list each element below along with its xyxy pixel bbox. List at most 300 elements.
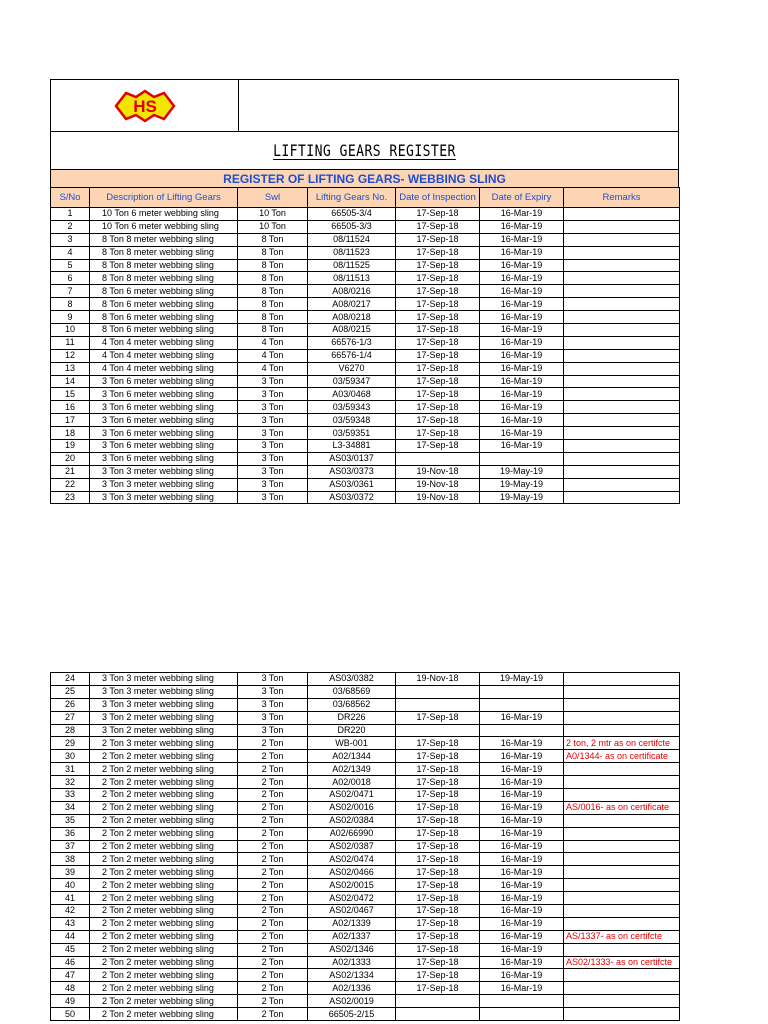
table-row bbox=[51, 440, 680, 453]
table-row bbox=[51, 814, 680, 827]
cell-gear-no: 03/59348 bbox=[308, 414, 396, 427]
cell-inspection-date: 17-Sep-18 bbox=[396, 362, 480, 375]
cell-description: 8 Ton 8 meter webbing sling bbox=[90, 246, 238, 259]
cell-expiry-date bbox=[480, 698, 564, 711]
cell-remarks bbox=[564, 917, 680, 930]
cell-swl: 2 Ton bbox=[238, 930, 308, 943]
table-header-row bbox=[51, 188, 680, 208]
cell-description: 3 Ton 6 meter webbing sling bbox=[90, 388, 238, 401]
cell-sno: 40 bbox=[51, 879, 90, 892]
cell-inspection-date: 17-Sep-18 bbox=[396, 892, 480, 905]
cell-sno: 18 bbox=[51, 427, 90, 440]
cell-remarks bbox=[564, 208, 680, 221]
cell-inspection-date: 17-Sep-18 bbox=[396, 776, 480, 789]
cell-gear-no: A02/0018 bbox=[308, 776, 396, 789]
cell-gear-no: 66505-2/15 bbox=[308, 1008, 396, 1021]
cell-remarks bbox=[564, 362, 680, 375]
cell-remarks bbox=[564, 401, 680, 414]
cell-swl: 2 Ton bbox=[238, 763, 308, 776]
register-sheet-page-2 bbox=[50, 672, 679, 1021]
cell-description: 2 Ton 2 meter webbing sling bbox=[90, 930, 238, 943]
cell-sno: 19 bbox=[51, 440, 90, 453]
cell-gear-no: A02/1333 bbox=[308, 956, 396, 969]
cell-inspection-date: 17-Sep-18 bbox=[396, 905, 480, 918]
cell-swl: 2 Ton bbox=[238, 840, 308, 853]
cell-sno: 7 bbox=[51, 285, 90, 298]
cell-swl: 2 Ton bbox=[238, 814, 308, 827]
cell-gear-no: 03/59343 bbox=[308, 401, 396, 414]
register-table-2 bbox=[50, 672, 680, 1021]
cell-expiry-date: 16-Mar-19 bbox=[480, 892, 564, 905]
cell-remarks bbox=[564, 220, 680, 233]
cell-inspection-date: 17-Sep-18 bbox=[396, 750, 480, 763]
cell-inspection-date: 19-Nov-18 bbox=[396, 465, 480, 478]
cell-inspection-date: 17-Sep-18 bbox=[396, 853, 480, 866]
cell-description: 2 Ton 2 meter webbing sling bbox=[90, 763, 238, 776]
company-logo-icon bbox=[112, 89, 178, 123]
cell-expiry-date: 16-Mar-19 bbox=[480, 905, 564, 918]
cell-expiry-date: 16-Mar-19 bbox=[480, 259, 564, 272]
cell-swl: 3 Ton bbox=[238, 673, 308, 686]
cell-expiry-date: 16-Mar-19 bbox=[480, 440, 564, 453]
cell-description: 8 Ton 6 meter webbing sling bbox=[90, 298, 238, 311]
cell-description: 4 Ton 4 meter webbing sling bbox=[90, 336, 238, 349]
table-row bbox=[51, 866, 680, 879]
cell-gear-no: WB-001 bbox=[308, 737, 396, 750]
cell-expiry-date: 19-May-19 bbox=[480, 491, 564, 504]
table-row bbox=[51, 917, 680, 930]
cell-swl: 3 Ton bbox=[238, 401, 308, 414]
cell-swl: 10 Ton bbox=[238, 208, 308, 221]
cell-description: 8 Ton 6 meter webbing sling bbox=[90, 311, 238, 324]
cell-expiry-date: 16-Mar-19 bbox=[480, 298, 564, 311]
cell-remarks bbox=[564, 1008, 680, 1021]
cell-inspection-date: 19-Nov-18 bbox=[396, 491, 480, 504]
cell-gear-no: A08/0217 bbox=[308, 298, 396, 311]
cell-sno: 24 bbox=[51, 673, 90, 686]
cell-sno: 28 bbox=[51, 724, 90, 737]
table-row bbox=[51, 246, 680, 259]
cell-swl: 2 Ton bbox=[238, 1008, 308, 1021]
cell-inspection-date: 17-Sep-18 bbox=[396, 285, 480, 298]
table-row bbox=[51, 840, 680, 853]
cell-remarks bbox=[564, 452, 680, 465]
cell-expiry-date: 16-Mar-19 bbox=[480, 711, 564, 724]
table-row bbox=[51, 298, 680, 311]
register-rows-2 bbox=[51, 673, 680, 1021]
cell-description: 2 Ton 2 meter webbing sling bbox=[90, 801, 238, 814]
cell-expiry-date: 16-Mar-19 bbox=[480, 776, 564, 789]
header-blank-cell bbox=[239, 80, 678, 131]
table-row bbox=[51, 285, 680, 298]
table-row bbox=[51, 776, 680, 789]
cell-expiry-date: 16-Mar-19 bbox=[480, 853, 564, 866]
cell-swl: 2 Ton bbox=[238, 801, 308, 814]
cell-inspection-date: 17-Sep-18 bbox=[396, 801, 480, 814]
table-row bbox=[51, 414, 680, 427]
cell-gear-no: A08/0216 bbox=[308, 285, 396, 298]
cell-sno: 43 bbox=[51, 917, 90, 930]
cell-inspection-date: 17-Sep-18 bbox=[396, 259, 480, 272]
cell-inspection-date: 17-Sep-18 bbox=[396, 969, 480, 982]
cell-sno: 31 bbox=[51, 763, 90, 776]
table-row bbox=[51, 465, 680, 478]
register-table-1 bbox=[50, 187, 680, 504]
cell-sno: 44 bbox=[51, 930, 90, 943]
cell-sno: 17 bbox=[51, 414, 90, 427]
cell-remarks bbox=[564, 388, 680, 401]
cell-gear-no: 66576-1/4 bbox=[308, 349, 396, 362]
cell-gear-no: A03/0468 bbox=[308, 388, 396, 401]
cell-swl: 3 Ton bbox=[238, 685, 308, 698]
cell-expiry-date: 16-Mar-19 bbox=[480, 969, 564, 982]
cell-remarks bbox=[564, 969, 680, 982]
cell-sno: 25 bbox=[51, 685, 90, 698]
cell-expiry-date: 16-Mar-19 bbox=[480, 324, 564, 337]
cell-sno: 38 bbox=[51, 853, 90, 866]
cell-inspection-date bbox=[396, 452, 480, 465]
cell-inspection-date bbox=[396, 685, 480, 698]
cell-gear-no: 08/11523 bbox=[308, 246, 396, 259]
cell-inspection-date: 17-Sep-18 bbox=[396, 763, 480, 776]
cell-remarks bbox=[564, 324, 680, 337]
cell-remarks bbox=[564, 840, 680, 853]
title-row bbox=[50, 131, 679, 169]
cell-swl: 2 Ton bbox=[238, 956, 308, 969]
cell-inspection-date: 17-Sep-18 bbox=[396, 440, 480, 453]
cell-gear-no: A02/1337 bbox=[308, 930, 396, 943]
cell-remarks bbox=[564, 905, 680, 918]
cell-sno: 33 bbox=[51, 789, 90, 802]
cell-gear-no: 03/68569 bbox=[308, 685, 396, 698]
cell-description: 8 Ton 6 meter webbing sling bbox=[90, 324, 238, 337]
cell-remarks: AS02/1333- as on certifcte bbox=[564, 956, 680, 969]
cell-gear-no: DR220 bbox=[308, 724, 396, 737]
cell-sno: 3 bbox=[51, 233, 90, 246]
cell-expiry-date bbox=[480, 452, 564, 465]
cell-gear-no: 66505-3/3 bbox=[308, 220, 396, 233]
register-rows-1 bbox=[51, 208, 680, 504]
cell-description: 2 Ton 2 meter webbing sling bbox=[90, 1008, 238, 1021]
cell-remarks bbox=[564, 427, 680, 440]
cell-description: 4 Ton 4 meter webbing sling bbox=[90, 362, 238, 375]
table-row bbox=[51, 789, 680, 802]
cell-sno: 13 bbox=[51, 362, 90, 375]
cell-swl: 3 Ton bbox=[238, 478, 308, 491]
table-row bbox=[51, 491, 680, 504]
cell-inspection-date: 17-Sep-18 bbox=[396, 298, 480, 311]
cell-inspection-date: 17-Sep-18 bbox=[396, 930, 480, 943]
table-row bbox=[51, 698, 680, 711]
logo-cell bbox=[51, 80, 239, 131]
cell-description: 2 Ton 2 meter webbing sling bbox=[90, 840, 238, 853]
cell-description: 8 Ton 8 meter webbing sling bbox=[90, 259, 238, 272]
cell-description: 2 Ton 2 meter webbing sling bbox=[90, 905, 238, 918]
cell-swl: 3 Ton bbox=[238, 452, 308, 465]
cell-expiry-date: 16-Mar-19 bbox=[480, 349, 564, 362]
cell-remarks: 2 ton, 2 mtr as on certifcte bbox=[564, 737, 680, 750]
table-row bbox=[51, 724, 680, 737]
cell-sno: 6 bbox=[51, 272, 90, 285]
cell-inspection-date: 17-Sep-18 bbox=[396, 737, 480, 750]
cell-inspection-date: 17-Sep-18 bbox=[396, 208, 480, 221]
column-header-expiry-date: Date of Expiry bbox=[480, 188, 564, 208]
cell-remarks: A0/1344- as on certificate bbox=[564, 750, 680, 763]
cell-sno: 32 bbox=[51, 776, 90, 789]
cell-swl: 8 Ton bbox=[238, 272, 308, 285]
cell-sno: 27 bbox=[51, 711, 90, 724]
table-row bbox=[51, 220, 680, 233]
cell-inspection-date: 19-Nov-18 bbox=[396, 673, 480, 686]
cell-expiry-date: 16-Mar-19 bbox=[480, 414, 564, 427]
cell-inspection-date: 17-Sep-18 bbox=[396, 349, 480, 362]
cell-swl: 4 Ton bbox=[238, 336, 308, 349]
cell-description: 3 Ton 3 meter webbing sling bbox=[90, 491, 238, 504]
cell-remarks bbox=[564, 233, 680, 246]
cell-gear-no: L3-34881 bbox=[308, 440, 396, 453]
cell-description: 3 Ton 3 meter webbing sling bbox=[90, 685, 238, 698]
cell-swl: 3 Ton bbox=[238, 724, 308, 737]
cell-swl: 4 Ton bbox=[238, 349, 308, 362]
table-row bbox=[51, 427, 680, 440]
cell-swl: 2 Ton bbox=[238, 943, 308, 956]
table-row bbox=[51, 827, 680, 840]
table-row bbox=[51, 853, 680, 866]
register-banner: REGISTER OF LIFTING GEARS- WEBBING SLING bbox=[50, 169, 679, 187]
cell-swl: 8 Ton bbox=[238, 259, 308, 272]
cell-sno: 50 bbox=[51, 1008, 90, 1021]
cell-sno: 29 bbox=[51, 737, 90, 750]
cell-expiry-date: 16-Mar-19 bbox=[480, 272, 564, 285]
cell-remarks bbox=[564, 892, 680, 905]
cell-remarks bbox=[564, 465, 680, 478]
cell-expiry-date bbox=[480, 724, 564, 737]
cell-swl: 8 Ton bbox=[238, 233, 308, 246]
cell-expiry-date: 16-Mar-19 bbox=[480, 388, 564, 401]
cell-expiry-date: 16-Mar-19 bbox=[480, 311, 564, 324]
cell-description: 4 Ton 4 meter webbing sling bbox=[90, 349, 238, 362]
cell-remarks bbox=[564, 349, 680, 362]
cell-description: 10 Ton 6 meter webbing sling bbox=[90, 208, 238, 221]
cell-inspection-date: 17-Sep-18 bbox=[396, 233, 480, 246]
cell-remarks bbox=[564, 491, 680, 504]
cell-expiry-date: 16-Mar-19 bbox=[480, 943, 564, 956]
table-row bbox=[51, 995, 680, 1008]
cell-swl: 2 Ton bbox=[238, 750, 308, 763]
cell-expiry-date: 16-Mar-19 bbox=[480, 750, 564, 763]
cell-sno: 10 bbox=[51, 324, 90, 337]
cell-sno: 1 bbox=[51, 208, 90, 221]
table-row bbox=[51, 336, 680, 349]
table-row bbox=[51, 801, 680, 814]
cell-description: 8 Ton 8 meter webbing sling bbox=[90, 233, 238, 246]
cell-inspection-date: 17-Sep-18 bbox=[396, 814, 480, 827]
cell-inspection-date: 17-Sep-18 bbox=[396, 336, 480, 349]
table-row bbox=[51, 956, 680, 969]
cell-expiry-date: 16-Mar-19 bbox=[480, 827, 564, 840]
table-row bbox=[51, 233, 680, 246]
cell-sno: 14 bbox=[51, 375, 90, 388]
table-row bbox=[51, 362, 680, 375]
cell-sno: 9 bbox=[51, 311, 90, 324]
table-row bbox=[51, 478, 680, 491]
cell-description: 2 Ton 3 meter webbing sling bbox=[90, 737, 238, 750]
cell-remarks bbox=[564, 478, 680, 491]
cell-sno: 15 bbox=[51, 388, 90, 401]
cell-expiry-date: 19-May-19 bbox=[480, 673, 564, 686]
cell-swl: 8 Ton bbox=[238, 246, 308, 259]
table-row bbox=[51, 388, 680, 401]
cell-gear-no: DR226 bbox=[308, 711, 396, 724]
table-row bbox=[51, 272, 680, 285]
register-sheet-page-1 bbox=[50, 79, 679, 504]
cell-inspection-date: 17-Sep-18 bbox=[396, 982, 480, 995]
cell-sno: 48 bbox=[51, 982, 90, 995]
cell-remarks bbox=[564, 995, 680, 1008]
cell-expiry-date: 16-Mar-19 bbox=[480, 375, 564, 388]
table-row bbox=[51, 685, 680, 698]
table-row bbox=[51, 711, 680, 724]
table-row bbox=[51, 982, 680, 995]
cell-remarks bbox=[564, 246, 680, 259]
cell-sno: 22 bbox=[51, 478, 90, 491]
cell-gear-no: AS02/0015 bbox=[308, 879, 396, 892]
cell-inspection-date: 17-Sep-18 bbox=[396, 388, 480, 401]
cell-inspection-date bbox=[396, 698, 480, 711]
cell-inspection-date: 17-Sep-18 bbox=[396, 272, 480, 285]
cell-swl: 8 Ton bbox=[238, 298, 308, 311]
cell-swl: 3 Ton bbox=[238, 698, 308, 711]
cell-remarks bbox=[564, 311, 680, 324]
cell-description: 3 Ton 6 meter webbing sling bbox=[90, 375, 238, 388]
cell-swl: 4 Ton bbox=[238, 362, 308, 375]
cell-description: 2 Ton 2 meter webbing sling bbox=[90, 892, 238, 905]
cell-description: 2 Ton 2 meter webbing sling bbox=[90, 750, 238, 763]
table-row bbox=[51, 673, 680, 686]
cell-description: 3 Ton 3 meter webbing sling bbox=[90, 673, 238, 686]
cell-inspection-date: 17-Sep-18 bbox=[396, 427, 480, 440]
table-row bbox=[51, 879, 680, 892]
cell-gear-no: AS03/0382 bbox=[308, 673, 396, 686]
cell-gear-no: AS02/1334 bbox=[308, 969, 396, 982]
cell-expiry-date: 16-Mar-19 bbox=[480, 401, 564, 414]
cell-inspection-date: 17-Sep-18 bbox=[396, 324, 480, 337]
cell-gear-no: AS02/0384 bbox=[308, 814, 396, 827]
table-row bbox=[51, 401, 680, 414]
cell-swl: 3 Ton bbox=[238, 388, 308, 401]
cell-gear-no: AS02/0474 bbox=[308, 853, 396, 866]
cell-remarks bbox=[564, 879, 680, 892]
cell-remarks bbox=[564, 673, 680, 686]
cell-expiry-date: 16-Mar-19 bbox=[480, 737, 564, 750]
cell-inspection-date: 17-Sep-18 bbox=[396, 943, 480, 956]
cell-description: 2 Ton 2 meter webbing sling bbox=[90, 776, 238, 789]
column-header-gear-no: Lifting Gears No. bbox=[308, 188, 396, 208]
cell-expiry-date: 16-Mar-19 bbox=[480, 840, 564, 853]
cell-remarks bbox=[564, 776, 680, 789]
cell-expiry-date: 19-May-19 bbox=[480, 478, 564, 491]
cell-swl: 2 Ton bbox=[238, 879, 308, 892]
cell-gear-no: 08/11513 bbox=[308, 272, 396, 285]
cell-description: 2 Ton 2 meter webbing sling bbox=[90, 956, 238, 969]
cell-remarks: AS/0016- as on certificate bbox=[564, 801, 680, 814]
cell-description: 2 Ton 2 meter webbing sling bbox=[90, 814, 238, 827]
cell-sno: 20 bbox=[51, 452, 90, 465]
cell-sno: 8 bbox=[51, 298, 90, 311]
cell-description: 8 Ton 8 meter webbing sling bbox=[90, 272, 238, 285]
cell-expiry-date: 16-Mar-19 bbox=[480, 285, 564, 298]
cell-inspection-date: 17-Sep-18 bbox=[396, 917, 480, 930]
document-header bbox=[50, 79, 679, 131]
cell-expiry-date bbox=[480, 685, 564, 698]
cell-description: 3 Ton 6 meter webbing sling bbox=[90, 452, 238, 465]
cell-gear-no: 03/59347 bbox=[308, 375, 396, 388]
cell-description: 2 Ton 2 meter webbing sling bbox=[90, 995, 238, 1008]
cell-description: 2 Ton 2 meter webbing sling bbox=[90, 879, 238, 892]
cell-gear-no: AS02/0466 bbox=[308, 866, 396, 879]
cell-gear-no: A08/0215 bbox=[308, 324, 396, 337]
cell-inspection-date: 17-Sep-18 bbox=[396, 956, 480, 969]
cell-expiry-date: 16-Mar-19 bbox=[480, 246, 564, 259]
cell-remarks bbox=[564, 943, 680, 956]
cell-inspection-date bbox=[396, 1008, 480, 1021]
cell-expiry-date: 16-Mar-19 bbox=[480, 336, 564, 349]
cell-expiry-date: 16-Mar-19 bbox=[480, 801, 564, 814]
cell-sno: 5 bbox=[51, 259, 90, 272]
cell-description: 2 Ton 2 meter webbing sling bbox=[90, 982, 238, 995]
cell-description: 2 Ton 2 meter webbing sling bbox=[90, 969, 238, 982]
cell-gear-no: V6270 bbox=[308, 362, 396, 375]
cell-inspection-date: 17-Sep-18 bbox=[396, 311, 480, 324]
cell-sno: 47 bbox=[51, 969, 90, 982]
table-row bbox=[51, 208, 680, 221]
cell-remarks bbox=[564, 272, 680, 285]
table-row bbox=[51, 930, 680, 943]
cell-remarks bbox=[564, 853, 680, 866]
cell-expiry-date: 16-Mar-19 bbox=[480, 427, 564, 440]
cell-swl: 3 Ton bbox=[238, 491, 308, 504]
cell-remarks bbox=[564, 982, 680, 995]
cell-inspection-date: 17-Sep-18 bbox=[396, 401, 480, 414]
cell-swl: 2 Ton bbox=[238, 853, 308, 866]
cell-gear-no: AS02/0019 bbox=[308, 995, 396, 1008]
cell-sno: 2 bbox=[51, 220, 90, 233]
cell-gear-no: 08/11524 bbox=[308, 233, 396, 246]
cell-swl: 3 Ton bbox=[238, 375, 308, 388]
cell-gear-no: 03/68562 bbox=[308, 698, 396, 711]
cell-expiry-date bbox=[480, 1008, 564, 1021]
cell-description: 2 Ton 2 meter webbing sling bbox=[90, 866, 238, 879]
cell-gear-no: A02/1339 bbox=[308, 917, 396, 930]
cell-description: 2 Ton 2 meter webbing sling bbox=[90, 827, 238, 840]
cell-remarks bbox=[564, 814, 680, 827]
cell-gear-no: AS03/0361 bbox=[308, 478, 396, 491]
cell-swl: 2 Ton bbox=[238, 892, 308, 905]
table-row bbox=[51, 892, 680, 905]
cell-description: 3 Ton 6 meter webbing sling bbox=[90, 401, 238, 414]
cell-expiry-date: 16-Mar-19 bbox=[480, 814, 564, 827]
cell-expiry-date: 16-Mar-19 bbox=[480, 362, 564, 375]
cell-sno: 36 bbox=[51, 827, 90, 840]
cell-expiry-date: 16-Mar-19 bbox=[480, 879, 564, 892]
column-header-description: Description of Lifting Gears bbox=[90, 188, 238, 208]
cell-description: 10 Ton 6 meter webbing sling bbox=[90, 220, 238, 233]
cell-remarks: AS/1337- as on certifcte bbox=[564, 930, 680, 943]
cell-swl: 3 Ton bbox=[238, 414, 308, 427]
cell-expiry-date: 16-Mar-19 bbox=[480, 763, 564, 776]
cell-swl: 3 Ton bbox=[238, 711, 308, 724]
cell-swl: 2 Ton bbox=[238, 776, 308, 789]
